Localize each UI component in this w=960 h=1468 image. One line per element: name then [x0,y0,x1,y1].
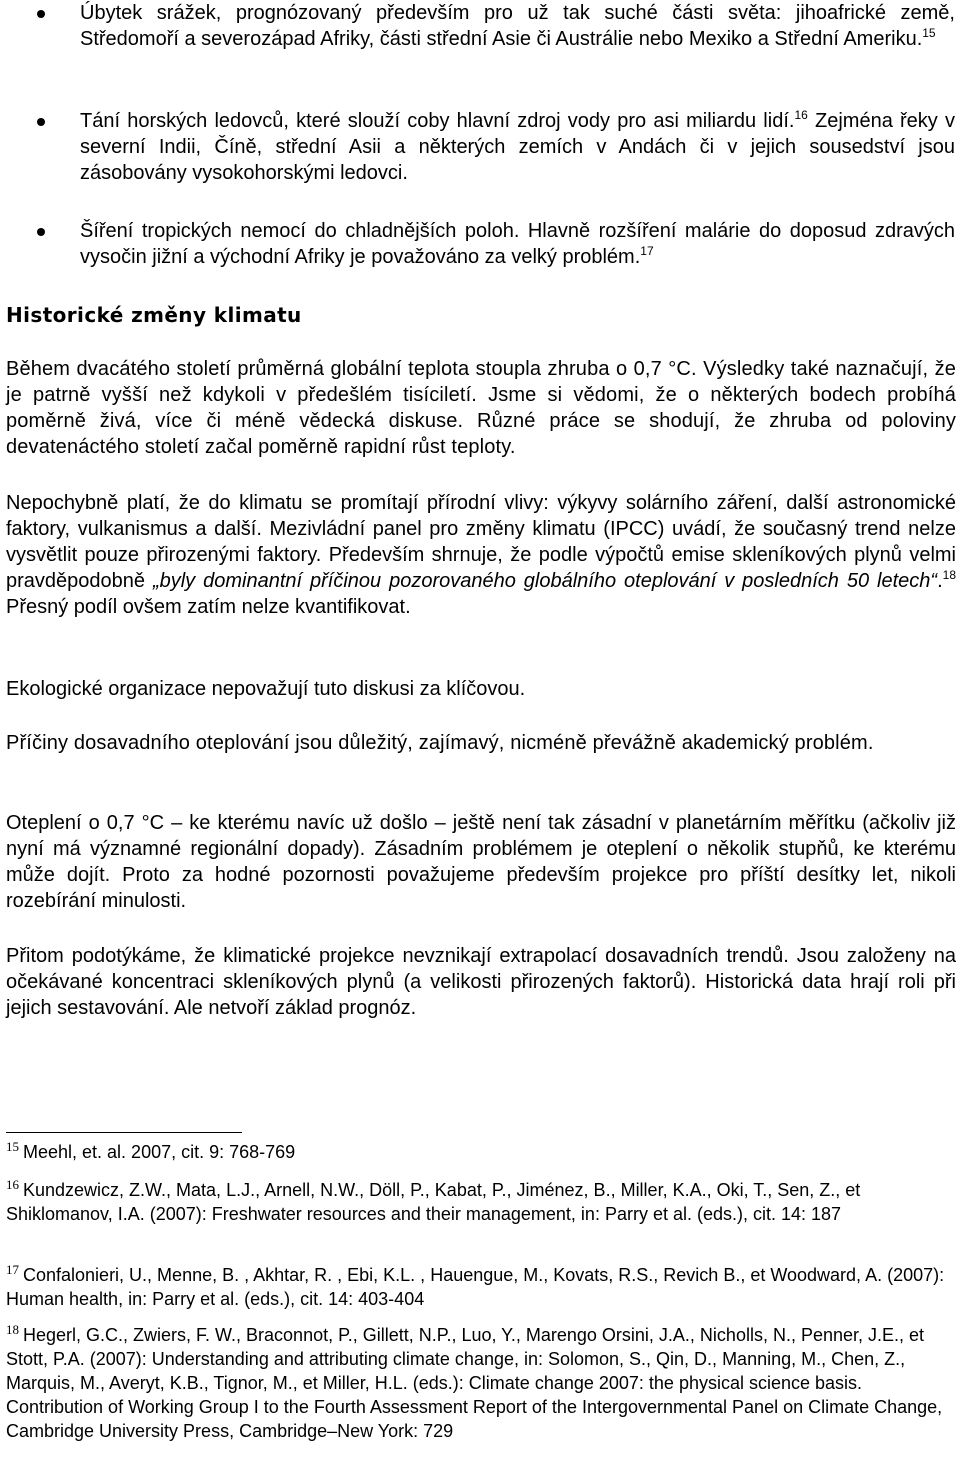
bullet-dot-icon [37,228,45,236]
footnote-ref: 16 [794,108,808,122]
bullet-dot-icon [37,10,45,18]
section-heading: Historické změny klimatu [6,303,302,327]
bullet-dot-icon [37,118,45,126]
footnote-number: 15 [6,1139,19,1154]
paragraph: Ekologické organizace nepovažují tuto diskusi za klíčovou. [6,678,526,700]
footnote: $^{17}$ Confalonieri, U., Menne, B. , Akhtar, R. , Ebi, K.L. , Hauengue, M., Kovats, R.S., Revich B., et Woodward, A. (2007): Human health, in: Parry et al. (eds.), cit. 14: 403-404 [6,1262,945,1309]
paragraph: Příčiny dosavadního oteplování jsou důležitý, zajímavý, nicméně převážně akademický problém. [6,732,874,754]
footnote: $^{16}$ Kundzewicz, Z.W., Mata, L.J., Arnell, N.W., Döll, P., Kabat, P., Jiménez, B., Miller, K.A., Oki, T., Sen, Z., et Shiklomanov, I.A. (2007): Freshwater resources and their management, in: Parry et al. (eds.), cit. 14: 187 [6,1177,861,1224]
footnote-ref: 15 [922,26,936,40]
bullet-text: Tání horských ledovců, které slouží coby hlavní zdroj vody pro asi miliardu lidí.$^{16}$ Zejména řeky v severní Indii, Číně, střední Asii a některých zemích v Andách či v jejich sousedství jsou zásobovány vysokohorskými ledovci. [80,108,955,184]
footnote: $^{15}$ Meehl, et. al. 2007, cit. 9: 768-769 [6,1139,296,1162]
footnote: $^{18}$ Hegerl, G.C., Zwiers, F. W., Braconnot, P., Gillett, N.P., Luo, Y., Marengo Orsini, J.A., Nicholls, N., Penner, J.E., et Stott, P.A. (2007): Understanding and attributing climate change, in: Solomon, S., Qin, D., Manning, M., Chen, Z., Marquis, M., Averyt, K.B., Tignor, M., et Miller, H.L. (eds.): Climate change 2007: the physical science basis. Contribution of Working Group I to the Fourth Assessment Report of the Intergovernmental Panel on Climate Change, Cambridge University Press, Cambridge–New York: 729 [6,1322,943,1441]
bullet-text: Šíření tropických nemocí do chladnějších poloh. Hlavně rozšíření malárie do doposud zdravých vysočin jižní a východní Afriky je považováno za velký problém.$^{17}$ [80,220,955,268]
footnote-number: 18 [6,1322,19,1337]
paragraph: Během dvacátého století průměrná globální teplota stoupla zhruba o 0,7 °C. Výsledky také naznačují, že je patrně vyšší než kdykoli v předešlém tisíciletí. Jsme si vědomi, že o některých bodech probíhá poměrně živá, více či méně vědecká diskuse. Různé práce se shodují, že zhruba od poloviny devatenáctého století začal poměrně rapidní růst teploty. [6,358,956,458]
footnote-divider [6,1132,242,1133]
footnote-number: 16 [6,1177,19,1192]
paragraph: Nepochybně platí, že do klimatu se promítají přírodní vlivy: výkyvy solárního záření, další astronomické faktory, vulkanismus a další. Mezivládní panel pro změny klimatu (IPCC) uvádí, že současný trend nelze vysvětlit pouze přirozenými faktory. Především shrnuje, že podle výpočtů emise skleníkových plynů velmi pravděpodobně „byly dominantní příčinou pozorovaného globálního oteplování v posledních 50 letech“.$^{18}$ Přesný podíl ovšem zatím nelze kvantifikovat. [6,492,956,618]
footnote-number: 17 [6,1262,19,1277]
bullet-text: Úbytek srážek, prognózovaný především pro už tak suché části světa: jihoafrické země, Středomoří a severozápad Afriky, části střední Asie či Austrálie nebo Mexiko a Střední Ameriku.$^{15}$ [80,2,955,50]
footnote-ref: 18 [942,568,956,582]
quote: „byly dominantní příčinou pozorovaného globálního oteplování v posledních 50 letech“ [152,570,938,592]
paragraph: Oteplení o 0,7 °C – ke kterému navíc už došlo – ještě není tak zásadní v planetárním měřítku (ačkoliv již nyní má významné regionální dopady). Zásadním problémem je oteplení o několik stupňů, ke kterému může dojít. Proto za hodné pozornosti považujeme především projekce pro příští desítky let, nikoli rozebírání minulosti. [6,812,956,912]
paragraph: Přitom podotýkáme, že klimatické projekce nevznikají extrapolací dosavadních trendů. Jsou založeny na očekávané koncentraci skleníkových plynů (a velikosti přirozených faktorů). Historická data hrají roli při jejich sestavování. Ale netvoří základ prognóz. [6,945,956,1019]
footnote-ref: 17 [640,244,654,258]
